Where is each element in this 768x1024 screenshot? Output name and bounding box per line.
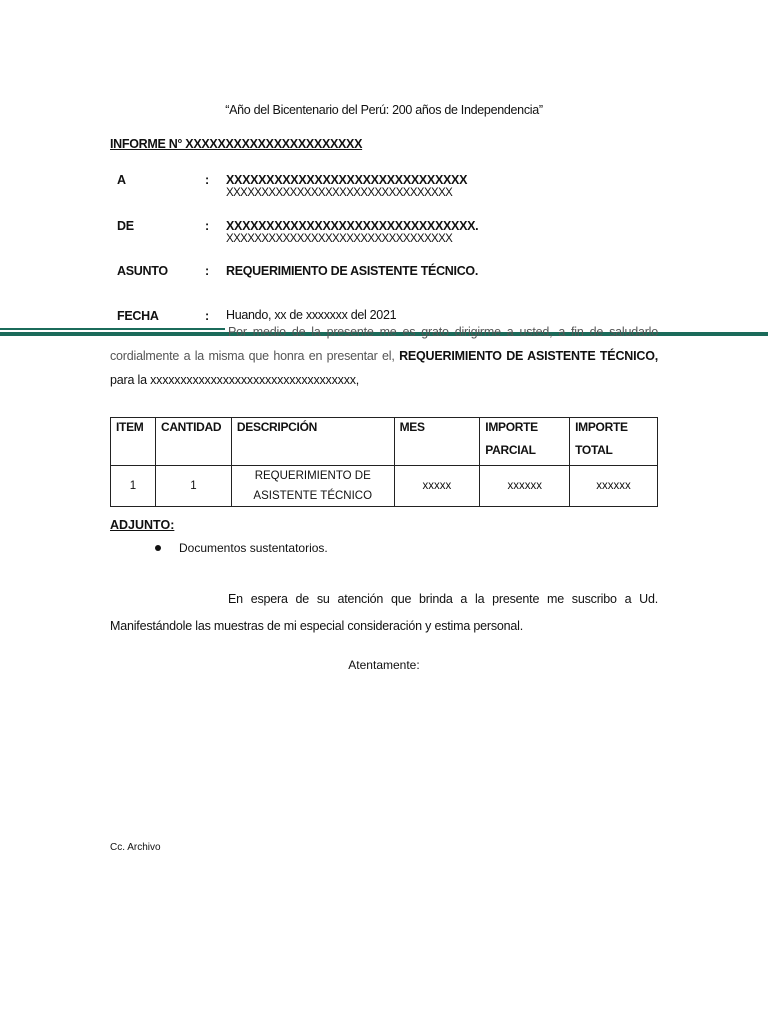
cell-descripcion-line1: REQUERIMIENTO DE	[254, 470, 371, 482]
header-importe-total-line1: IMPORTE	[575, 420, 628, 434]
header-mes: MES	[394, 418, 480, 466]
document-motto: “Año del Bicentenario del Perú: 200 años de Independencia”	[225, 103, 543, 117]
field-fecha-value: Huando, xx de xxxxxxx del 2021	[226, 308, 397, 322]
cell-cantidad: 1	[155, 466, 231, 507]
intro-text-bold: REQUERIMIENTO DE ASISTENTE TÉCNICO,	[399, 349, 658, 363]
cell-descripcion	[231, 466, 394, 507]
header-descripcion: DESCRIPCIÓN	[231, 418, 394, 466]
closing-salutation: Atentamente:	[348, 658, 420, 672]
cell-item: 1	[111, 466, 156, 507]
cell-mes: xxxxx	[394, 466, 480, 507]
field-de-subvalue: XXXXXXXXXXXXXXXXXXXXXXXXXXXXXXXX	[226, 233, 453, 245]
field-de-colon: :	[205, 219, 210, 233]
intro-text-part1: Por medio de la presente me es grato dirigirme a usted, a fin de saludarlo cordialmente a la misma que honra en presentar el,	[110, 325, 658, 363]
field-de-value: XXXXXXXXXXXXXXXXXXXXXXXXXXXXXXX.	[226, 219, 479, 233]
field-de-label: DE	[117, 219, 134, 233]
cell-importe-total: xxxxxx	[570, 466, 658, 507]
header-cantidad: CANTIDAD	[155, 418, 231, 466]
table-header-row	[111, 418, 658, 466]
field-asunto-colon: :	[205, 264, 210, 278]
table-row	[111, 466, 658, 507]
cc-note: Cc. Archivo	[110, 842, 161, 853]
cell-importe-parcial: xxxxxx	[480, 466, 570, 507]
list-item	[155, 541, 328, 555]
field-a-subvalue: XXXXXXXXXXXXXXXXXXXXXXXXXXXXXXXX	[226, 187, 453, 199]
field-a-colon: :	[205, 173, 210, 187]
field-asunto-label: ASUNTO	[117, 264, 168, 278]
items-table	[110, 417, 658, 507]
adjunto-item-text: Documentos sustentatorios.	[179, 541, 328, 555]
header-item: ITEM	[111, 418, 156, 466]
report-number: INFORME N° XXXXXXXXXXXXXXXXXXXXXX	[110, 137, 363, 151]
adjunto-heading: ADJUNTO:	[110, 518, 175, 532]
field-a-label: A	[117, 173, 126, 187]
header-importe-parcial-line1: IMPORTE	[485, 420, 538, 434]
bullet-icon	[155, 545, 161, 551]
header-importe-total	[570, 418, 658, 466]
header-importe-parcial	[480, 418, 570, 466]
intro-paragraph	[110, 320, 658, 392]
intro-text-part2: para la xxxxxxxxxxxxxxxxxxxxxxxxxxxxxxxxxx,	[110, 373, 360, 387]
header-importe-total-line2: TOTAL	[575, 443, 613, 457]
field-asunto-value: REQUERIMIENTO DE ASISTENTE TÉCNICO.	[226, 264, 479, 278]
field-fecha-label: FECHA	[117, 309, 159, 323]
cell-descripcion-line2: ASISTENTE TÉCNICO	[253, 490, 373, 502]
closing-paragraph: En espera de su atención que brinda a la presente me suscribo a Ud. Manifestándole las muestras de mi especial consideración y estima personal.	[110, 592, 658, 633]
field-a-value: XXXXXXXXXXXXXXXXXXXXXXXXXXXXXX	[226, 173, 468, 187]
field-fecha-colon: :	[205, 309, 210, 323]
header-importe-parcial-line2: PARCIAL	[485, 443, 536, 457]
